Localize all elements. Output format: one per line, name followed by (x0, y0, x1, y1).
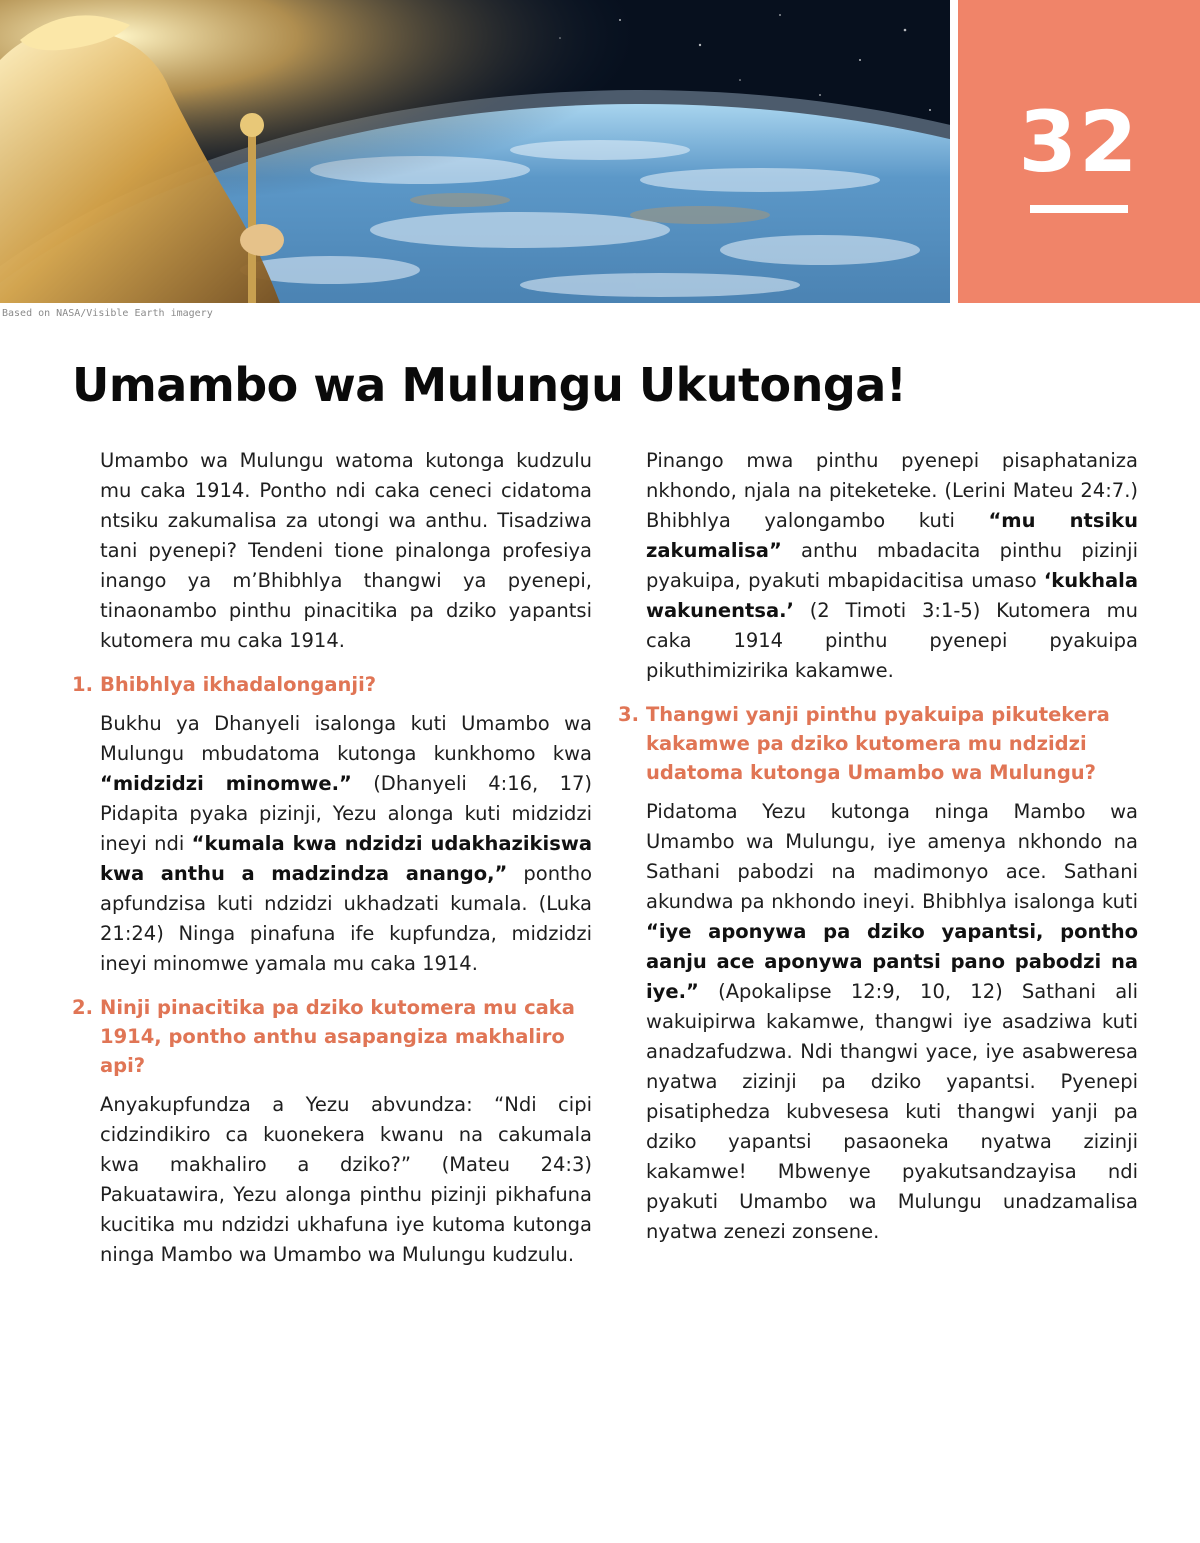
bold-quote: “iye aponywa pa dziko yapantsi, pontho aanju ace aponywa pantsi pano pabodzi na iye.” (646, 920, 1138, 1003)
lesson-number: 32 (1018, 93, 1140, 191)
section-1-paragraph (100, 709, 592, 979)
section-2-continued (646, 446, 1138, 686)
bold-quote: “kumala kwa ndzidzi udakhazikiswa kwa anthu a madzindza anango,” (100, 832, 592, 885)
text-run: (2 (793, 599, 830, 622)
question-number: 1. (72, 673, 93, 696)
bold-quote: “mu (988, 509, 1036, 532)
question-text: Bhibhlya ikhadalonganji? (100, 673, 377, 696)
section-3-paragraph (646, 797, 1138, 1247)
question-1-heading (72, 670, 592, 699)
bold-quote: “midzidzi minomwe.” (100, 772, 352, 795)
question-3-heading (618, 700, 1138, 787)
text-run: Pinango mwa pinthu pyenepi pisaphataniza nkhondo, njala na piteketeke. (Lerini Mateu 24:7.) Bhibhlya yalongambo kuti (646, 449, 1138, 532)
text-run: pontho apfundzisa kuti ndzidzi ukhadzati kumala. (Luka 21:24) Ninga pinafuna ife kupfundza, midzidzi ineyi minomwe yamala mu caka 1914. (100, 862, 593, 975)
text-run: anthu (781, 539, 858, 562)
text-run: Anyakupfundza a Yezu abvundza: “Ndi cipi cidzindikiro ca kuonekera kwanu na cakumala kwa makhaliro a dziko?” (Mateu 24:3) Pakuatawira, Yezu alonga pinthu pizinji pikhafuna kucitika mu ndzidzi ukhafuna iye kutoma kutonga ninga Mambo wa Umambo wa Mulungu kudzulu. (100, 1093, 592, 1266)
page-title: Umambo wa Mulungu Ukutonga! (72, 358, 907, 412)
text-run: Bukhu ya Dhanyeli isalonga kuti Umambo wa Mulungu mbudatoma kutonga kunkhomo kwa (100, 712, 592, 765)
text-run: Pidatoma Yezu kutonga ninga Mambo wa Umambo wa Mulungu, iye amenya nkhondo na Sathani pabodzi na madimonyo ace. Sathani akundwa pa nkhondo ineyi. Bhibhlya isalonga kuti (646, 800, 1138, 913)
hero-image (0, 0, 950, 303)
question-text: Thangwi yanji pinthu pyakuipa pikutekera kakamwe pa dziko kutomera mu ndzidzi udatoma kutonga Umambo wa Mulungu? (646, 703, 1110, 784)
question-number: 2. (72, 996, 93, 1019)
image-credit: Based on NASA/Visible Earth imagery (2, 308, 213, 319)
right-column (618, 446, 1138, 1261)
text-run: (Apokalipse 12:9, 10, 12) Sathani ali wakuipirwa kakamwe, thangwi iye asadziwa kuti anadzafudzwa. Ndi thangwi yace, iye asabweresa nyatwa zizinji pa dziko yapantsi. Pyenepi pisatiphedza kubvesesa kuti thangwi yanji pa dziko yapantsi pasaoneka nyatwa zizinji kakamwe! Mbwenye pyakutsandzayisa ndi pyakuti Umambo wa Mulungu unadzamalisa nyatwa zenezi zonsene. (646, 980, 1138, 1243)
intro-paragraph: Umambo wa Mulungu watoma kutonga kudzulu mu caka 1914. Pontho ndi caka ceneci cidatoma ntsiku zakumalisa za utongi wa anthu. Tisadziwa tani pyenepi? Tendeni tione pinalonga profesiya inango ya m’Bhibhlya thangwi ya pyenepi, tinaonambo pinthu pinacitika pa dziko yapantsi kutomera mu caka 1914. (100, 449, 592, 652)
earth-king-illustration (0, 0, 950, 303)
left-column (72, 446, 592, 1284)
section-2-paragraph (100, 1090, 592, 1270)
question-number: 3. (618, 703, 639, 726)
bold-quote: ntsiku zakumalisa” (646, 509, 1138, 562)
bold-quote: wakunentsa.’ (646, 599, 794, 622)
bold-quote: ‘kukhala (1043, 569, 1138, 592)
question-text: Ninji pinacitika pa dziko kutomera mu caka 1914, pontho anthu asapangiza makhaliro api? (100, 996, 575, 1077)
lesson-number-box (958, 0, 1200, 303)
text-run: Timoti 3:1-5) Kutomera mu caka 1914 pinthu pyenepi pyakuipa pikuthimizirika kakamwe. (646, 599, 1139, 682)
lesson-number-underline (1030, 205, 1128, 213)
question-2-heading (72, 993, 592, 1080)
text-run: (Dhanyeli 4:16, 17) Pidapita pyaka pizinji, Yezu alonga kuti midzidzi ineyi ndi (100, 772, 592, 855)
text-run: mbadacita pinthu pizinji pyakuipa, pyakuti mbapidacitisa umaso (646, 539, 1138, 592)
